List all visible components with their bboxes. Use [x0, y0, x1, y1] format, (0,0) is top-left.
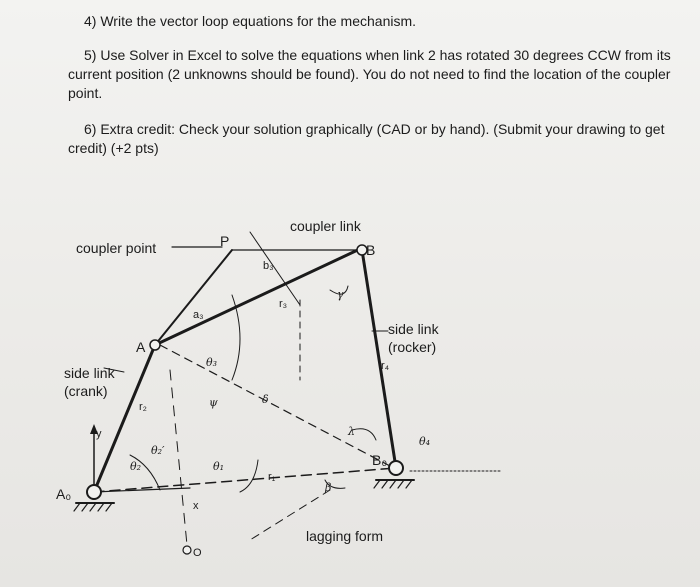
label-lambda: λ	[348, 425, 355, 438]
label-r1: r₁	[268, 471, 276, 483]
label-theta4: θ₄	[419, 435, 431, 448]
label-point-b: B	[366, 242, 376, 258]
label-theta1: θ₁	[213, 460, 225, 473]
label-r4: r₄	[381, 360, 390, 372]
question-5: 5) Use Solver in Excel to solve the equations when link 2 has rotated 30 degrees CCW from its current position (2 unknowns should be found). You do not need to find the location of the coupler point.	[68, 47, 671, 101]
label-point-a: A	[136, 339, 146, 355]
label-theta2-prime: θ₂′	[151, 444, 165, 457]
label-b3: b₃	[263, 260, 274, 272]
label-r3: r₃	[279, 298, 288, 310]
label-delta: δ	[262, 393, 269, 406]
label-x-axis: x	[193, 500, 199, 512]
label-lagging-form: lagging form	[306, 528, 384, 544]
coupler-link-line	[155, 248, 362, 345]
label-coupler-link: coupler link	[290, 218, 361, 234]
ground-pivot-a0	[87, 485, 101, 499]
ground-pivot-b0	[389, 461, 403, 475]
label-gamma: γ	[337, 288, 344, 301]
coupler-a3-line	[155, 250, 232, 345]
label-origin-o: O	[193, 547, 202, 559]
label-psi: ψ	[209, 396, 218, 409]
label-theta2: θ₂	[130, 460, 142, 473]
label-point-a0: A₀	[56, 486, 72, 502]
label-r2: r₂	[139, 401, 147, 413]
label-a3: a₃	[193, 309, 204, 321]
rocker-link-line	[362, 250, 396, 468]
label-beta: β	[325, 481, 332, 494]
label-side-link-rocker: side link (rocker)	[388, 321, 439, 355]
question-6: 6) Extra credit: Check your solution graphically (CAD or by hand). (Submit your drawing to get credit) (+2 pts)	[68, 121, 665, 156]
label-point-p: P	[220, 233, 230, 249]
label-y-axis: y	[96, 428, 102, 440]
label-theta3: θ₃	[206, 356, 218, 369]
label-side-link-crank: side link (crank)	[64, 365, 115, 399]
question-4: 4) Write the vector loop equations for the mechanism.	[84, 13, 417, 29]
label-coupler-point: coupler point	[76, 240, 157, 256]
label-point-b0: B₀	[372, 452, 388, 468]
